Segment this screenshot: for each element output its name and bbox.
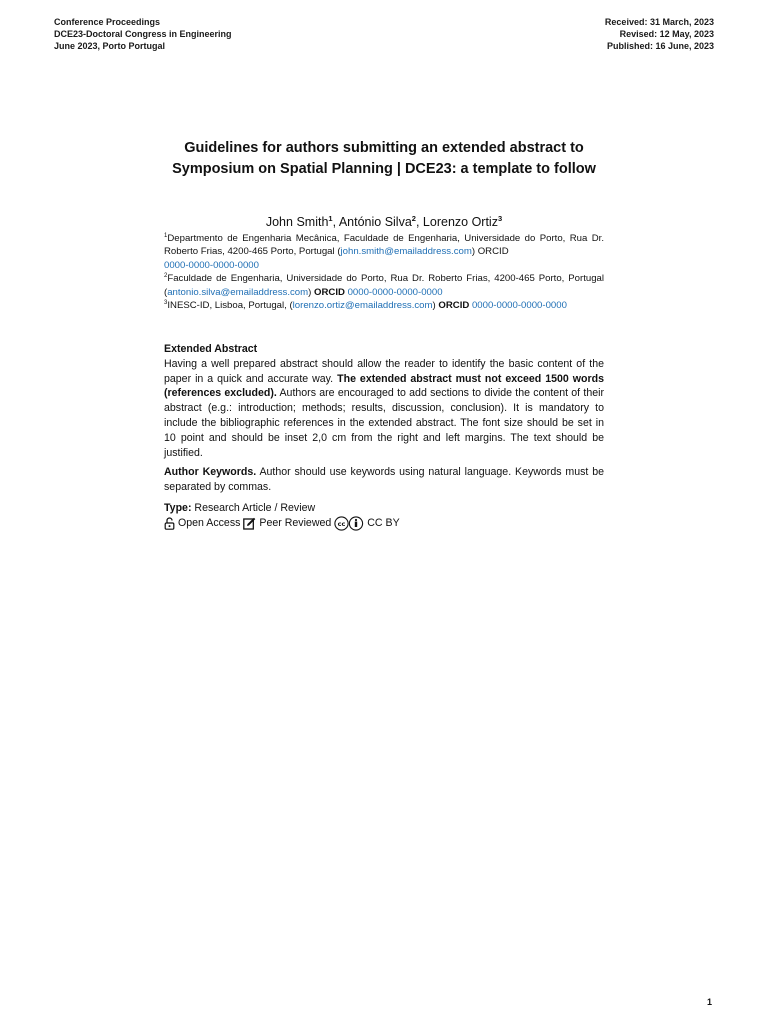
abstract-body: Having a well prepared abstract should allow the reader to identify the basic content of the paper in a quick and accurate way. The extended abstract must not exceed 1500 words (references excluded). Authors are encouraged to add sections to divide the content of their abstract (e.g.: introduction; methods; results, discussion, conclusion). It is mandatory to include the bibliographic references in the extended abstract. The font size should be set in 10 point and should be inset 2,0 cm from the right and left margins. The text should be justified.	[164, 357, 605, 459]
orcid-link[interactable]: 0000-0000-0000-0000	[471, 300, 567, 312]
author-name: Lorenzo Ortiz	[422, 215, 498, 229]
access-badges	[164, 516, 604, 531]
license-label: CC BY	[367, 516, 400, 529]
affiliation-3: $^3$INESC-ID, Lisboa, Portugal, (lorenzo.ortiz@emailaddress.com) ORCID 0000-0000-0000-0000	[164, 300, 567, 312]
author-list: John Smith$^1$, António Silva$^2$, Lorenzo Ortiz$^3$	[265, 214, 503, 229]
email-link[interactable]: john.smith@emailaddress.com	[340, 246, 472, 258]
peer-review-edit-icon	[243, 517, 256, 530]
keywords-text: Author should use keywords using natural language. Keywords must be separated by commas.	[164, 466, 604, 494]
header-date-location: June 2023, Porto Portugal	[54, 41, 166, 51]
orcid-link[interactable]: 0000-0000-0000-0000	[347, 286, 443, 298]
author-name: John Smith	[265, 215, 329, 229]
header-received: Received: 31 March, 2023	[604, 17, 714, 27]
header-left	[54, 16, 232, 52]
svg-text:cc: cc	[337, 519, 346, 528]
author-name: António Silva	[338, 215, 412, 229]
header-proceedings: Conference Proceedings	[54, 17, 161, 27]
creative-commons-icon	[334, 516, 364, 531]
header-revised: Revised: 12 May, 2023	[619, 29, 714, 39]
page-number: 1	[706, 997, 712, 1007]
open-access-label: Open Access	[178, 516, 241, 529]
paper-title: Guidelines for authors submitting an extended abstract to Symposium on Spatial Planning | DCE23: a template to follow	[172, 140, 596, 177]
abstract-section	[164, 342, 604, 531]
header-congress: DCE23-Doctoral Congress in Engineering	[54, 29, 232, 39]
affiliation-2: $^2$Faculdade de Engenharia, Universidade do Porto, Rua Dr. Roberto Frias, 4200-465 Porto, Portugal (antonio.silva@emailaddress.com) ORCID 0000-0000-0000-0000	[164, 273, 604, 298]
abstract-heading: Extended Abstract	[164, 343, 258, 355]
keywords	[164, 465, 604, 495]
email-link[interactable]: antonio.silva@emailaddress.com	[167, 286, 309, 298]
article-type: Type: Research Article / Review	[164, 501, 316, 514]
open-lock-icon	[164, 517, 175, 530]
affiliation-1: $^1$Departmento de Engenharia Mecânica, Faculdade de Engenharia, Universidade do Porto, Rua Dr. Roberto Frias, 4200-465 Porto, Portugal (john.smith@emailaddress.com) ORCID 0000-0000-0000-0000	[164, 233, 604, 271]
email-link[interactable]: lorenzo.ortiz@emailaddress.com	[292, 300, 433, 312]
header-published: Published: 16 June, 2023	[606, 41, 714, 51]
keywords-label: Author Keywords.	[164, 466, 257, 479]
peer-reviewed-label: Peer Reviewed	[259, 516, 332, 529]
header-right	[605, 16, 714, 52]
affiliations	[164, 232, 604, 312]
orcid-link[interactable]: 0000-0000-0000-0000	[164, 259, 259, 271]
